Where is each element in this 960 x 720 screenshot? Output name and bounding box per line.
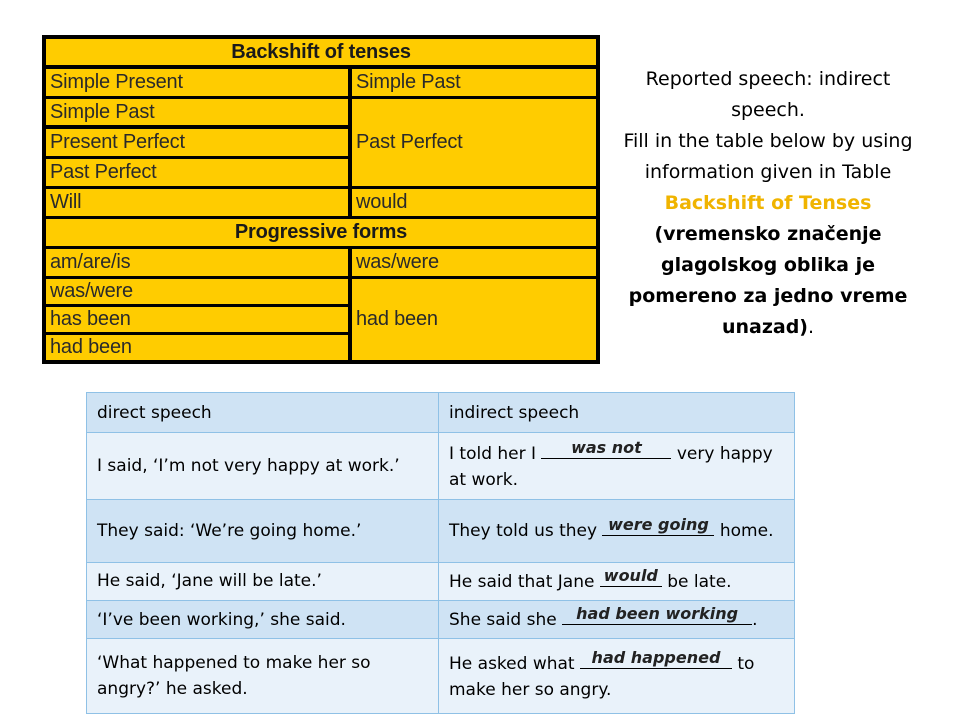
table-row: [87, 600, 795, 638]
header-direct-speech: direct speech: [87, 393, 439, 433]
answer-text: would: [603, 565, 658, 585]
sentence-end: very happy at work.: [449, 443, 773, 490]
table-row: [87, 562, 795, 600]
sentence-start: He said that Jane: [449, 571, 600, 592]
indirect-speech-cell: [439, 499, 795, 562]
indirect-speech-cell: [439, 433, 795, 500]
answer-blank[interactable]: [580, 647, 732, 669]
indirect-speech-cell: [439, 562, 795, 600]
exercise-table: [86, 392, 795, 714]
table-row: [87, 499, 795, 562]
instructions-translation: (vremensko značenje glagolskog oblika je pomereno za jedno vreme unazad): [628, 223, 908, 338]
progressive-row-right: had been: [352, 279, 596, 360]
instructions-title: Reported speech: indirect speech.: [645, 68, 891, 121]
answer-text: was not: [571, 437, 642, 457]
sentence-start: I told her I: [449, 443, 542, 464]
sentence-start: They told us they: [449, 521, 603, 542]
direct-speech-cell: ‘What happened to make her so angry?’ he asked.: [87, 639, 439, 714]
table-row: [87, 433, 795, 500]
instructions-end: .: [808, 316, 815, 338]
answer-text: had been working: [576, 604, 739, 624]
sentence-end: .: [752, 610, 758, 631]
progressive-row-left: am/are/is: [46, 249, 348, 276]
table-header-row: [87, 393, 795, 433]
indirect-speech-cell: [439, 600, 795, 638]
backshift-row-right: would: [352, 189, 596, 216]
backshift-row-right: Simple Past: [352, 69, 596, 96]
progressive-row-left: had been: [46, 335, 348, 360]
instructions-body: Fill in the table below by using information given in Table: [623, 130, 913, 183]
indirect-speech-cell: [439, 639, 795, 714]
answer-blank[interactable]: [602, 517, 714, 536]
instructions-table-ref: Backshift of Tenses: [664, 192, 872, 214]
backshift-row-left: Simple Present: [46, 69, 348, 96]
sentence-end: be late.: [661, 571, 732, 592]
backshift-row-left: Present Perfect: [46, 129, 348, 156]
instructions: [612, 64, 924, 343]
progressive-row-left: was/were: [46, 279, 348, 304]
direct-speech-cell: ‘I’ve been working,’ she said.: [87, 600, 439, 638]
direct-speech-cell: He said, ‘Jane will be late.’: [87, 562, 439, 600]
backshift-table: [42, 35, 600, 364]
backshift-title: Backshift of tenses: [46, 39, 596, 65]
sentence-start: She said she: [449, 610, 563, 631]
backshift-row-left: Simple Past: [46, 99, 348, 125]
answer-blank[interactable]: [600, 565, 662, 587]
sentence-end: to make her so angry.: [449, 653, 755, 700]
table-row: [87, 639, 795, 714]
progressive-row-right: was/were: [352, 249, 596, 276]
answer-text: had happened: [591, 647, 721, 667]
backshift-row-right: Past Perfect: [352, 99, 596, 186]
direct-speech-cell: I said, ‘I’m not very happy at work.’: [87, 433, 439, 500]
answer-text: were going: [608, 515, 709, 535]
progressive-title: Progressive forms: [46, 219, 596, 246]
sentence-end: home.: [714, 521, 774, 542]
sentence-start: He asked what: [449, 653, 580, 674]
answer-blank[interactable]: [562, 606, 752, 625]
progressive-row-left: has been: [46, 307, 348, 332]
header-indirect-speech: indirect speech: [439, 393, 795, 433]
direct-speech-cell: They said: ‘We’re going home.’: [87, 499, 439, 562]
answer-blank[interactable]: [541, 437, 671, 459]
backshift-row-left: Past Perfect: [46, 159, 348, 186]
backshift-row-left: Will: [46, 189, 348, 216]
